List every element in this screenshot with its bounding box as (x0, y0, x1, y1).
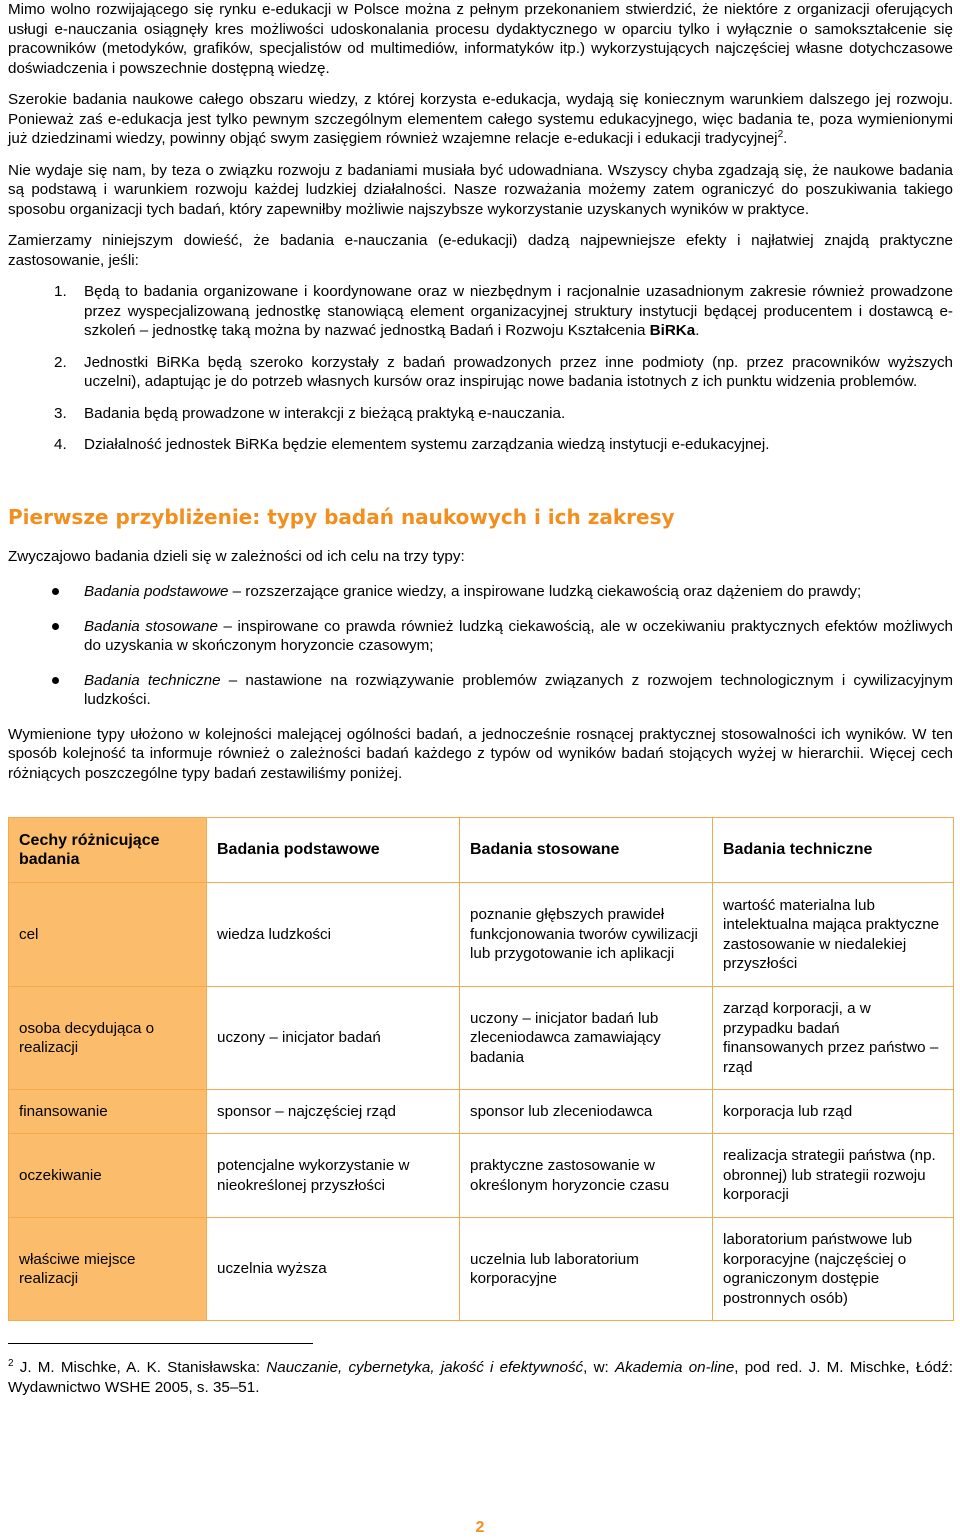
table-cell: potencjalne wykorzystanie w nieokreślonej przyszłości (207, 1134, 460, 1218)
footnote-mark: 2 (8, 1357, 14, 1369)
paragraph-2 (8, 90, 953, 149)
table-row (9, 1134, 954, 1218)
header-cell: Badania techniczne (713, 818, 954, 883)
footnote-divider (8, 1343, 313, 1344)
bullet-list (8, 582, 953, 710)
bullet-icon (8, 582, 84, 602)
table-cell: wartość materialna lub intelektualna mająca praktyczne zastosowanie w niedalekiej przyszłości (713, 883, 954, 987)
table-row (9, 1218, 954, 1321)
intro-paragraph: Zwyczajowo badania dzieli się w zależności od ich celu na trzy typy: (8, 547, 465, 565)
table-cell: oczekiwanie (9, 1134, 207, 1218)
header-cell: Badania podstawowe (207, 818, 460, 883)
table-cell: uczelnia wyższa (207, 1218, 460, 1321)
table-cell: finansowanie (9, 1090, 207, 1134)
footnote-text: J. M. Mischke, A. K. Stanisławska: (13, 1359, 267, 1376)
paragraph-2-end: . (783, 130, 788, 147)
table-cell: wiedza ludzkości (207, 883, 460, 987)
table-header-row (9, 818, 954, 883)
footnote-text: , pod red. J. M. Mischke, Łódź: Wydawnictwo WSHE 2005, s. 35–51. (8, 1359, 953, 1396)
list-text: Będą to badania organizowane i koordynowane oraz w niezbędnym i racjonalnie uzasadnionym zakresie również prowadzone przez wyspecjalizowaną jednostkę stanowiącą element organizacyjnej struktury instytucji będącej producentem i dostawcą e-szkoleń – jednostkę taką można by nazwać jednostką Badań i Rozwoju Kształcenia (84, 283, 953, 339)
bullet-item (8, 671, 953, 710)
comparison-table (8, 817, 954, 1321)
list-item (8, 435, 953, 455)
paragraph-2-text: Szerokie badania naukowe całego obszaru wiedzy, z której korzysta e-edukacja, wydają się koniecznym warunkiem dalszego jej rozwoju. Ponieważ zaś e-edukacja jest tylko pewnym szczególnym elementem całego systemu edukacyjnego, więc badania te, poza wymienionymi już dziedzinami wiedzy, powinny objąć swym zasięgiem również wzajemne relacje e-edukacji i edukacji tradycyjnej (8, 91, 953, 147)
table-cell: realizacja strategii państwa (np. obronnej) lub strategii rozwoju korporacji (713, 1134, 954, 1218)
list-number: 4. (54, 436, 67, 453)
bullet-item (8, 582, 953, 602)
table-cell: zarząd korporacji, a w przypadku badań finansowanych przez państwo – rząd (713, 987, 954, 1090)
table-row (9, 1090, 954, 1134)
table-row (9, 987, 954, 1090)
bullet-term: Badania stosowane (84, 617, 218, 635)
table-cell: uczelnia lub laboratorium korporacyjne (460, 1218, 713, 1321)
list-item (8, 353, 953, 392)
list-item (8, 404, 953, 424)
table-cell: uczony – inicjator badań lub zleceniodawca zamawiający badania (460, 987, 713, 1090)
table-cell: laboratorium państwowe lub korporacyjne (najczęściej o ograniczonym dostępie postronnych osób) (713, 1218, 954, 1321)
bullet-item (8, 617, 953, 656)
list-text: Badania będą prowadzone w interakcji z bieżącą praktyką e-nauczania. (84, 404, 566, 422)
bullet-text: – nastawione na rozwiązywanie problemów związanych z rozwojem technologicznym i cywilizacyjnym ludzkości. (84, 671, 953, 708)
table-cell: korporacja lub rząd (713, 1090, 954, 1134)
header-cell: Badania stosowane (460, 818, 713, 883)
footnote-text: , w: (583, 1359, 615, 1376)
bullet-term: Badania podstawowe (84, 583, 229, 600)
bullet-term: Badania techniczne (84, 671, 221, 689)
table-cell: sponsor – najczęściej rząd (207, 1090, 460, 1134)
table-cell: sponsor lub zleceniodawca (460, 1090, 713, 1134)
list-text: Działalność jednostek BiRKa będzie elementem systemu zarządzania wiedzą instytucji e-edukacyjnej. (84, 436, 770, 453)
list-number: 2. (54, 353, 67, 371)
table-cell: praktyczne zastosowanie w określonym horyzoncie czasu (460, 1134, 713, 1218)
list-item (8, 282, 953, 341)
bullet-text: – rozszerzające granice wiedzy, a inspirowane ludzką ciekawością oraz dążeniem do prawdy; (228, 583, 862, 600)
footnote-title: Nauczanie, cybernetyka, jakość i efektywność (266, 1359, 584, 1376)
bullet-icon (8, 671, 84, 710)
section-heading: Pierwsze przybliżenie: typy badań naukowych i ich zakresy (8, 504, 675, 529)
bullet-icon (8, 617, 84, 656)
header-cell: Cechy różnicujące badania (9, 818, 207, 883)
paragraph-4: Zamierzamy niniejszym dowieść, że badania e-nauczania (e-edukacji) dadzą najpewniejsze efekty i najłatwiej znajdą praktyczne zastosowanie, jeśli: (8, 232, 953, 269)
table-cell: osoba decydująca o realizacji (9, 987, 207, 1090)
table-cell: właściwe miejsce realizacji (9, 1218, 207, 1321)
summary-paragraph: Wymienione typy ułożono w kolejności malejącej ogólności badań, a jednocześnie rosnącej praktycznej stosowalności ich wyników. W ten sposób kolejność ta informuje również o zależności badań każdego z typów od wyników badań stojących wyżej w hierarchii. Więcej cech różniących poszczególne typy badań zestawiliśmy poniżej. (8, 725, 953, 782)
page-number: 2 (475, 1519, 485, 1536)
paragraph-1: Mimo wolno rozwijającego się rynku e-edukacji w Polsce można z pełnym przekonaniem stwierdzić, że niektóre z organizacji oferujących usługi e-nauczania osiągnęły kres możliwości udoskonalania procesu dydaktycznego w oparciu tylko i wyłącznie o samokształcenie się pracowników (metodyków, grafików, specjalistów od multimediów, informatyków itp.) wykorzystujących najczęściej własne dotychczasowe doświadczenia i powszechnie dostępną wiedzę. (8, 1, 953, 77)
table-cell: uczony – inicjator badań (207, 987, 460, 1090)
footnote (8, 1358, 953, 1397)
list-bold: BiRKa (649, 322, 696, 339)
numbered-list (8, 282, 953, 455)
table-row (9, 883, 954, 987)
table-cell: cel (9, 883, 207, 987)
list-number: 3. (54, 404, 67, 422)
table-cell: poznanie głębszych prawideł funkcjonowania tworów cywilizacji lub przygotowanie ich aplikacji (460, 883, 713, 987)
list-text: Jednostki BiRKa będą szeroko korzystały z badań prowadzonych przez inne podmioty (np. przez pracowników wyższych uczelni), adaptując je do potrzeb własnych kursów oraz inspirując nowe badania istotnych z ich punktu widzenia problemów. (84, 353, 953, 390)
footnote-source: Akademia on-line (614, 1359, 735, 1376)
list-tail: . (695, 322, 700, 339)
bullet-text: – inspirowane co prawda również ludzką ciekawością, ale w oczekiwaniu praktycznych efektów możliwych do uzyskania w skończonym horyzoncie czasowym; (84, 617, 953, 654)
footnote-ref: 2 (777, 128, 784, 140)
list-number: 1. (54, 283, 67, 300)
paragraph-3: Nie wydaje się nam, by teza o związku rozwoju z badaniami musiała być udowadniana. Wszyscy chyba zgadzają się, że naukowe badania są podstawą i warunkiem rozwoju każdej ludzkiej działalności. Nasze rozważania możemy zatem ograniczyć do poszukiwania takiego sposobu organizacji tych badań, który zapewniłby możliwie najszybsze wykorzystanie uzyskanych wyników w praktyce. (8, 161, 953, 218)
